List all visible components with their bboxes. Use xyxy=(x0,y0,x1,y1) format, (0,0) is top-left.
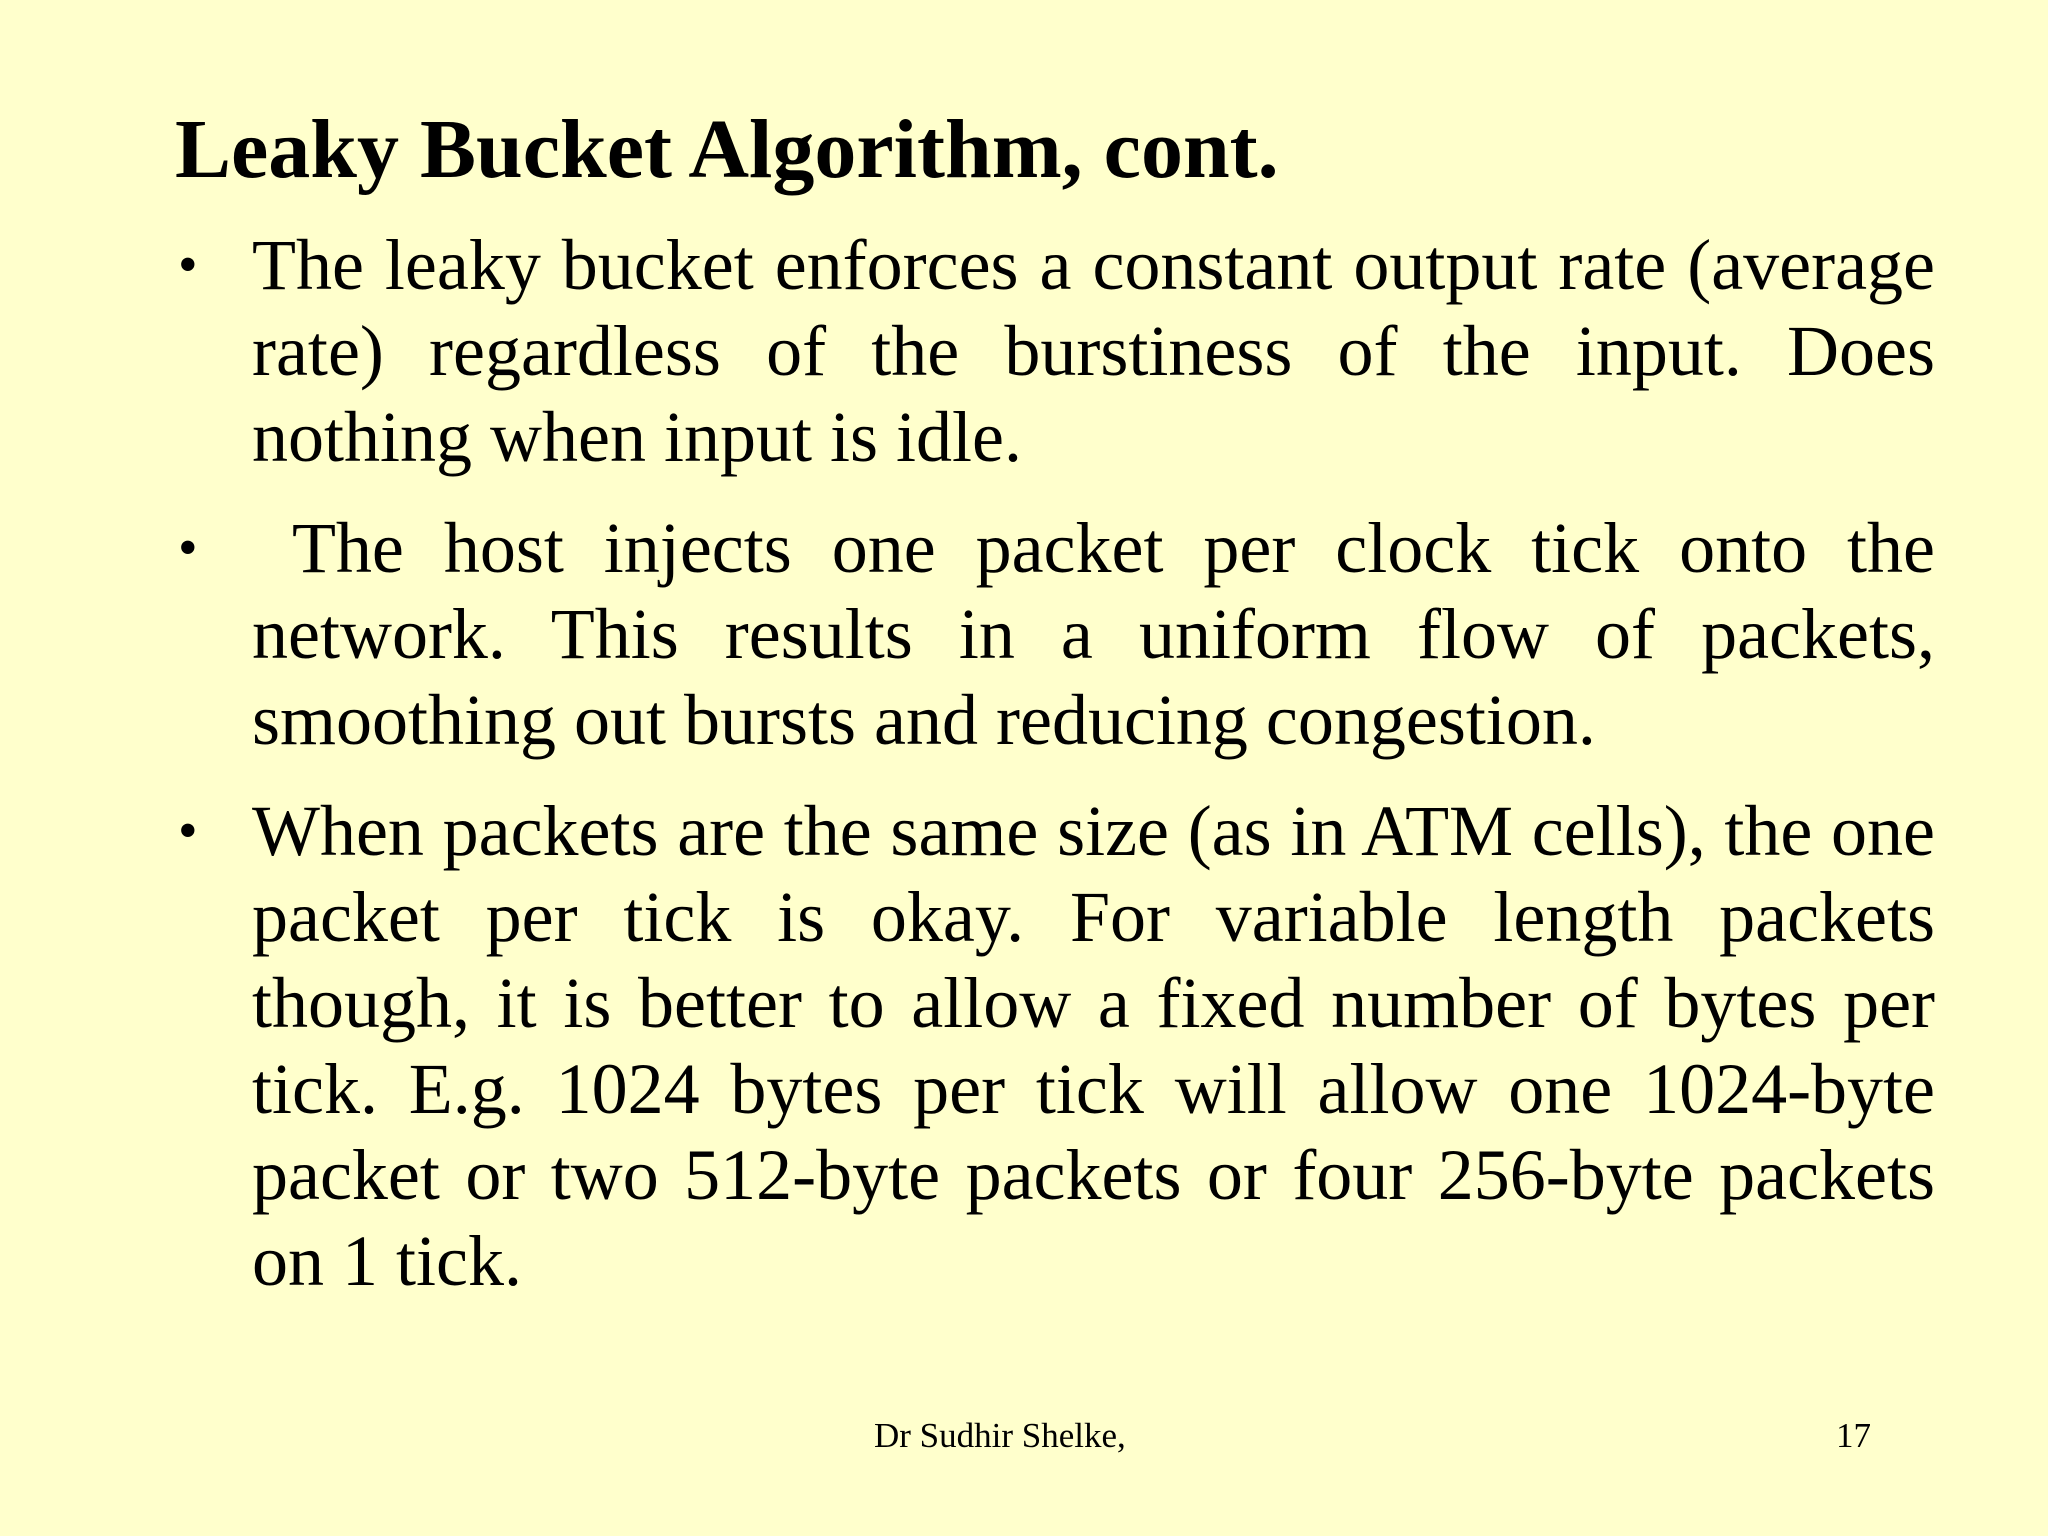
slide-title: Leaky Bucket Algorithm, cont. xyxy=(175,103,1279,196)
bullet-text: When packets are the same size (as in ATM cells), the one packet per tick is okay. For variable length packets though, it is better to allow a fixed number of bytes per tick. E.g. 1024 bytes per tick will allow one 1024-byte packet or two 512-byte packets or four 256-byte packets on 1 tick. xyxy=(252,791,1953,1301)
footer-author: Dr Sudhir Shelke, xyxy=(874,1416,1126,1455)
page-number: 17 xyxy=(1836,1416,1871,1455)
bullet-item xyxy=(175,788,1953,1304)
bullet-marker: • xyxy=(178,517,198,579)
bullet-item xyxy=(175,505,1953,763)
bullet-marker: • xyxy=(178,234,198,296)
bullet-text: The leaky bucket enforces a constant output rate (average rate) regardless of the burstiness of the input. Does nothing when input is idle. xyxy=(252,225,1953,477)
bullet-item xyxy=(175,222,1953,480)
bullet-marker: • xyxy=(178,800,198,862)
bullet-text: The host injects one packet per clock tick onto the network. This results in a uniform flow of packets, smoothing out bursts and reducing congestion. xyxy=(252,508,1953,760)
bullet-list xyxy=(175,222,1953,1329)
